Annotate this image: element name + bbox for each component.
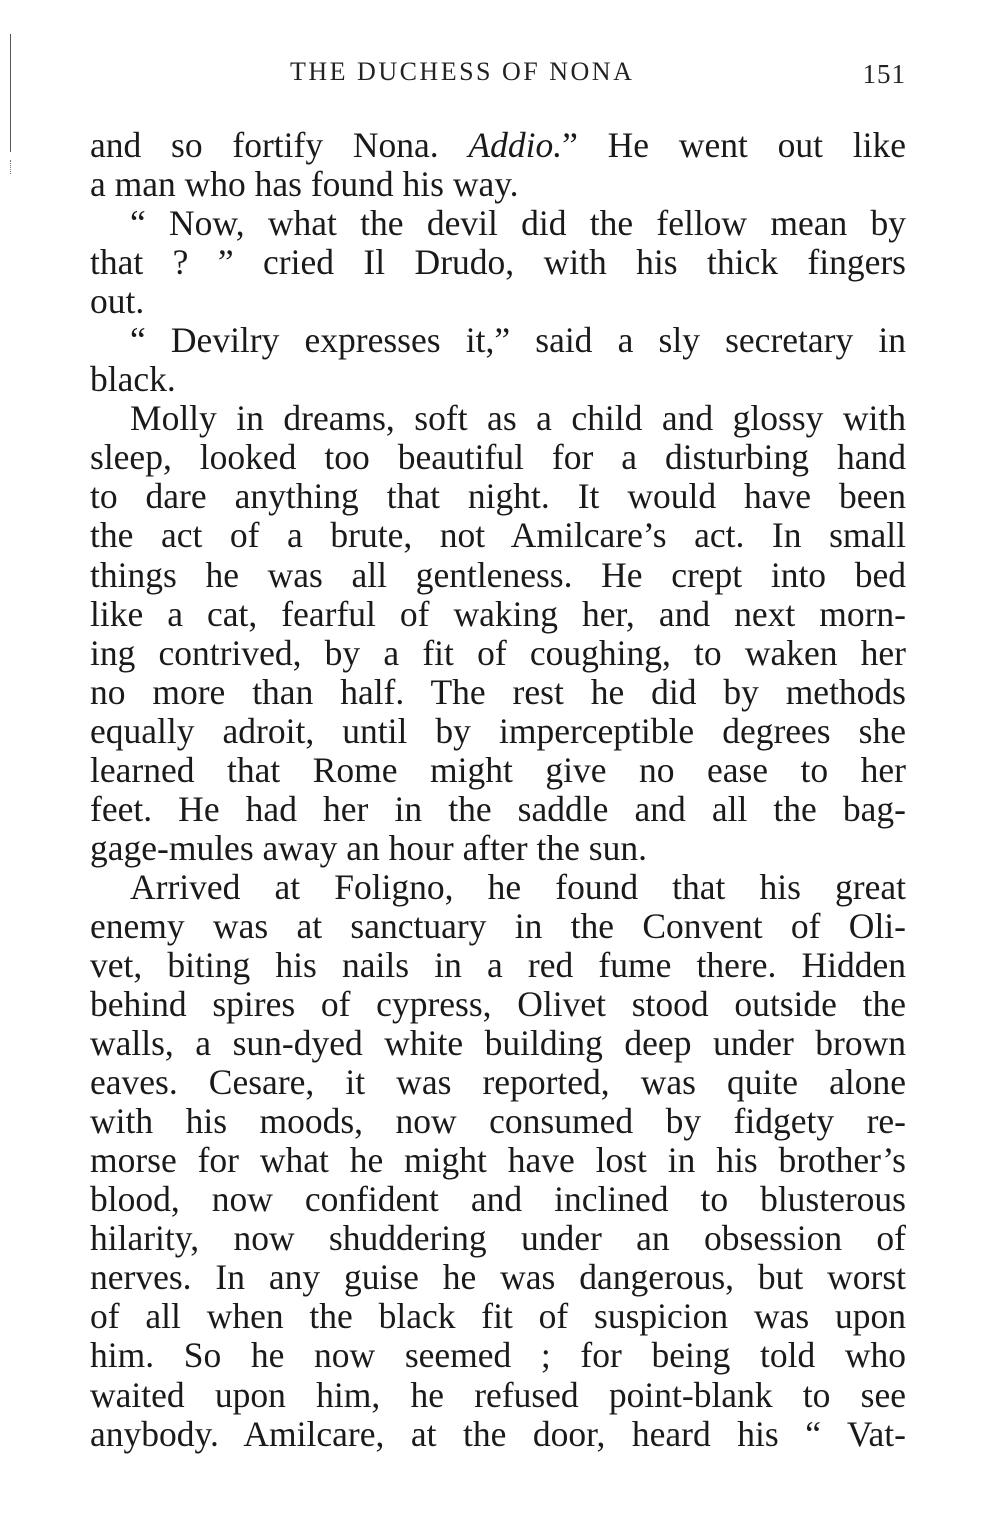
text-line: like a cat, fearful of waking her, and next morn- (90, 594, 906, 634)
text-line (90, 126, 906, 165)
text-line: behind spires of cypress, Olivet stood outside the (90, 985, 906, 1025)
text-line: blood, now confident and inclined to blusterous (90, 1180, 906, 1220)
text-line: out. (90, 282, 145, 322)
text-line: hilarity, now shuddering under an obsession of (90, 1219, 906, 1259)
text-line: of all when the black fit of suspicion was upon (90, 1297, 906, 1337)
running-head (90, 52, 910, 92)
text-line: learned that Rome might give no ease to her (90, 750, 906, 790)
text-line: that ? ” cried Il Drudo, with his thick fingers (90, 243, 906, 283)
text-line: vet, biting his nails in a red fume there. Hidden (90, 945, 906, 985)
text-line: equally adroit, until by imperceptible degrees she (90, 711, 906, 751)
text-line: Molly in dreams, soft as a child and glossy with (130, 399, 906, 439)
text-line: feet. He had her in the saddle and all the bag- (90, 789, 906, 829)
running-title: THE DUCHESS OF NONA (290, 57, 635, 86)
margin-rule (10, 34, 11, 152)
text-line: with his moods, now consumed by fidgety re- (90, 1102, 906, 1142)
text-segment: and so fortify Nona. (90, 126, 469, 165)
body-text (90, 126, 906, 1454)
text-line: enemy was at sanctuary in the Convent of Oli- (90, 906, 906, 946)
italic-word: Addio. (468, 126, 563, 165)
text-segment: ” He went out like (562, 126, 906, 165)
text-line: Arrived at Foligno, he found that his great (130, 867, 906, 907)
text-line: him. So he now seemed ; for being told who (90, 1336, 906, 1376)
text-line: ing contrived, by a fit of coughing, to waken her (90, 633, 906, 673)
text-line: things he was all gentleness. He crept into bed (90, 555, 906, 595)
text-line: to dare anything that night. It would have been (90, 477, 906, 517)
text-line: anybody. Amilcare, at the door, heard his “ Vat- (90, 1414, 906, 1454)
text-line: “ Now, what the devil did the fellow mean by (130, 204, 906, 244)
text-line: “ Devilry expresses it,” said a sly secretary in (130, 321, 906, 361)
text-line: eaves. Cesare, it was reported, was quite alone (90, 1063, 906, 1103)
text-line: waited upon him, he refused point-blank to see (90, 1375, 906, 1415)
text-line: no more than half. The rest he did by methods (90, 672, 906, 712)
text-line: sleep, looked too beautiful for a disturbing hand (90, 438, 906, 478)
text-line: morse for what he might have lost in his brother’s (90, 1141, 906, 1181)
text-line: a man who has found his way. (90, 165, 519, 205)
text-line: the act of a brute, not Amilcare’s act. In small (90, 516, 906, 556)
text-line: walls, a sun-dyed white building deep under brown (90, 1024, 906, 1064)
margin-rule-dotted (10, 160, 12, 174)
text-line: gage-mules away an hour after the sun. (90, 828, 647, 868)
page-number: 151 (862, 59, 906, 89)
text-line: black. (90, 360, 176, 400)
text-line: nerves. In any guise he was dangerous, but worst (90, 1258, 906, 1298)
